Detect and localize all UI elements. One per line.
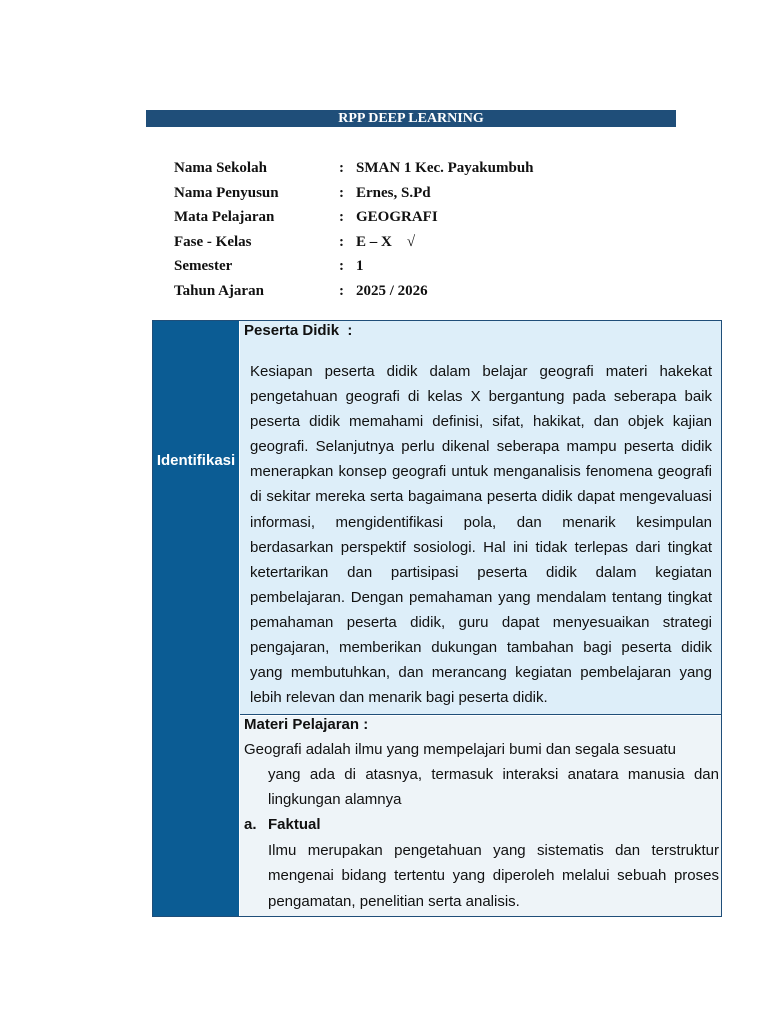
- material-intro-continued: yang ada di atasnya, termasuk interaksi anatara manusia dan lingkungan alamnya: [268, 766, 719, 809]
- section-label: Identifikasi: [156, 452, 236, 469]
- info-label: Semester: [174, 258, 233, 274]
- info-label: Nama Sekolah: [174, 160, 267, 176]
- info-value: 2025 / 2026: [356, 282, 428, 299]
- info-label: Mata Pelajaran: [174, 209, 275, 225]
- info-value: Ernes, S.Pd: [356, 184, 431, 201]
- info-label: Fase - Kelas: [174, 233, 252, 250]
- info-label: Tahun Ajaran: [174, 282, 264, 299]
- learner-heading: Peserta Didik :: [244, 322, 353, 339]
- info-colon: :: [339, 258, 344, 274]
- factual-subheading: [244, 816, 321, 833]
- info-value: E – X √: [356, 233, 416, 250]
- info-value: SMAN 1 Kec. Payakumbuh: [356, 160, 534, 176]
- info-value: 1: [356, 258, 364, 274]
- info-colon: :: [339, 282, 344, 299]
- list-marker: a.: [244, 816, 257, 833]
- section-label-column: [153, 321, 239, 916]
- info-row-school: [174, 156, 654, 181]
- info-colon: :: [339, 184, 344, 201]
- material-intro-first-line: Geografi adalah ilmu yang mempelajari bumi dan segala sesuatu: [244, 741, 676, 758]
- info-colon: :: [339, 209, 344, 225]
- info-label: Nama Penyusun: [174, 184, 279, 201]
- material-heading: Materi Pelajaran :: [244, 716, 369, 733]
- info-row-academic-year: [174, 279, 654, 304]
- identity-info: [174, 156, 654, 303]
- identification-table: [152, 320, 722, 917]
- info-value: GEOGRAFI: [356, 209, 438, 225]
- info-row-subject: [174, 205, 654, 230]
- info-row-author: [174, 181, 654, 206]
- info-colon: :: [339, 233, 344, 250]
- learner-description: Kesiapan peserta didik dalam belajar geografi materi hakekat pengetahuan geografi di kelas X bergantung pada seberapa baik peserta didik memahami definisi, sifat, hakikat, dan objek kajian geografi. Selanjutnya perlu dikenal seberapa mampu peserta didik menerapkan konsep geografi untuk menganalisis fenomena geografi di sekitar mereka serta bagaimana peserta didik dapat mengevaluasi informasi, mengidentifikasi pola, dan menarik kesimpulan berdasarkan perspektif sosiologi. Hal ini tidak terlepas dari tingkat ketertarikan dan partisipasi peserta didik dalam kegiatan pembelajaran. Dengan pemahaman yang mendalam tentang tingkat pemahaman peserta didik, guru dapat menyesuaikan strategi pengajaran, memberikan dukungan tambahan bagi peserta didik yang membutuhkan, dan merancang kegiatan pembelajaran yang lebih relevan dan menarik bagi peserta didik.: [250, 363, 712, 707]
- document-title: RPP DEEP LEARNING: [146, 110, 676, 127]
- factual-description: Ilmu merupakan pengetahuan yang sistematis dan terstruktur mengenai bidang tertentu yang diperoleh melalui sebuah proses pengamatan, penelitian serta analisis.: [268, 842, 719, 910]
- learner-cell: [240, 321, 721, 715]
- info-colon: :: [339, 160, 344, 176]
- info-row-phase-class: [174, 230, 654, 255]
- info-row-semester: [174, 254, 654, 279]
- factual-title: Faktual: [268, 816, 321, 833]
- material-cell: [240, 716, 721, 916]
